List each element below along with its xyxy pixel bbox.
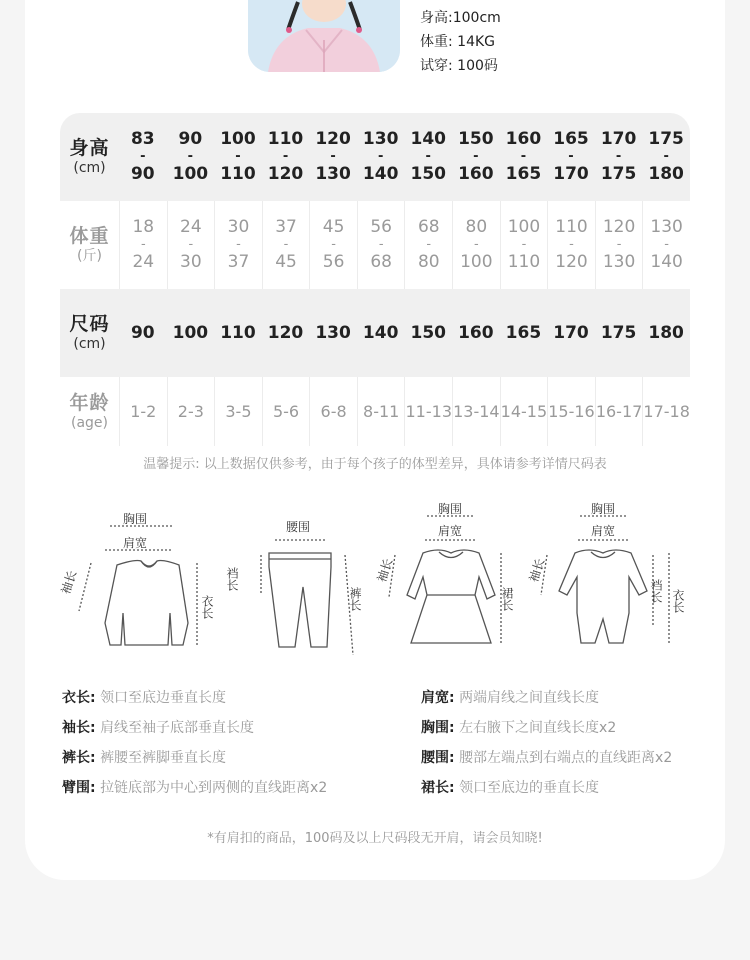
model-weight: 体重: 14KG — [420, 34, 496, 50]
table-cell-height — [404, 113, 452, 201]
legend-item — [62, 683, 327, 713]
range-dash: - — [569, 237, 574, 252]
table-cell-weight — [119, 201, 167, 289]
range-dash: - — [664, 237, 669, 252]
table-cell-age — [547, 377, 595, 446]
cell-value: 110 — [267, 129, 304, 150]
table-cell-weight — [404, 201, 452, 289]
cell-value: 2-3 — [177, 401, 204, 421]
label-length: 衣长 — [200, 595, 214, 619]
table-cell-size — [357, 289, 405, 377]
legend-term: 胸围: — [421, 720, 455, 736]
top-diagram — [58, 511, 214, 647]
table-cell-age — [214, 377, 262, 446]
legend-item — [62, 743, 327, 773]
cell-value: 110 — [507, 252, 541, 272]
cell-value: 56 — [322, 252, 345, 272]
legend-term: 裙长: — [421, 780, 455, 796]
cell-value: 1-2 — [130, 401, 157, 421]
range-dash: - — [426, 237, 432, 252]
legend-desc: 裤腰至裤脚垂直长度 — [100, 750, 227, 766]
cell-value: 68 — [417, 217, 440, 238]
cell-value: 100 — [172, 322, 209, 343]
table-cell-weight — [547, 201, 595, 289]
range-dash: - — [282, 149, 289, 164]
cell-value: 30 — [227, 217, 250, 238]
table-cell-size — [642, 289, 690, 377]
legend-term: 衣长: — [62, 690, 96, 706]
measurement-legend-right — [421, 683, 672, 803]
row-label: 身高 — [69, 137, 110, 160]
table-cell-size — [404, 289, 452, 377]
cell-value: 30 — [180, 252, 202, 272]
table-cell-size — [119, 289, 167, 377]
cell-value: 37 — [227, 252, 250, 272]
range-dash: - — [187, 149, 194, 164]
table-cell-weight — [167, 201, 215, 289]
range-dash: - — [663, 149, 669, 164]
range-dash: - — [235, 149, 241, 164]
table-cell-age — [642, 377, 690, 446]
cell-value: 140 — [362, 322, 399, 343]
cell-value: 140 — [650, 252, 683, 272]
cell-value: 130 — [362, 129, 399, 150]
cell-value: 140 — [410, 129, 446, 150]
label-shoulder: 肩宽 — [123, 536, 148, 550]
range-dash: - — [331, 237, 336, 252]
range-dash: - — [616, 237, 622, 252]
cell-value: 8-11 — [363, 401, 400, 421]
cell-value: 90 — [178, 129, 203, 150]
cell-value: 130 — [315, 322, 351, 343]
cell-value: 68 — [370, 252, 392, 272]
range-dash: - — [377, 149, 384, 164]
cell-value: 140 — [362, 164, 399, 184]
cell-value: 14-15 — [500, 401, 548, 421]
table-cell-weight — [452, 201, 500, 289]
cell-value: 24 — [132, 252, 155, 272]
cell-value: 45 — [322, 217, 345, 238]
range-dash: - — [236, 237, 241, 252]
cell-value: 90 — [130, 322, 155, 343]
range-dash: - — [378, 237, 384, 252]
cell-value: 160 — [458, 164, 494, 184]
row-unit: (cm) — [73, 336, 106, 352]
table-cell-weight — [595, 201, 643, 289]
table-cell-size — [452, 289, 500, 377]
row-cells — [119, 289, 690, 377]
table-cell-age — [357, 377, 405, 446]
cell-value: 17-18 — [643, 401, 690, 421]
cell-value: 18 — [132, 217, 155, 238]
table-cell-weight — [500, 201, 548, 289]
table-cell-weight — [262, 201, 310, 289]
model-height: 身高:100cm — [420, 10, 501, 26]
table-row-height — [60, 113, 690, 201]
cell-value: 165 — [505, 164, 542, 184]
cell-value: 15-16 — [548, 401, 595, 421]
table-cell-height — [167, 113, 215, 201]
row-header-height — [60, 113, 119, 201]
legend-item — [421, 713, 672, 743]
table-cell-height — [262, 113, 310, 201]
table-cell-size — [214, 289, 262, 377]
cell-value: 37 — [275, 217, 297, 238]
table-cell-age — [262, 377, 310, 446]
cell-value: 80 — [465, 217, 488, 238]
label-romper-chest: 胸围 — [591, 502, 616, 516]
legend-term: 袖长: — [62, 720, 96, 736]
row-cells — [119, 201, 690, 289]
table-row-weight — [60, 201, 690, 289]
legend-term: 裤长: — [62, 750, 96, 766]
cell-value: 180 — [648, 164, 684, 184]
dress-diagram — [374, 501, 514, 643]
model-info — [420, 6, 501, 78]
cell-value: 110 — [220, 322, 256, 343]
garment-measurement-diagrams — [55, 495, 705, 670]
table-cell-weight — [357, 201, 405, 289]
legend-desc: 拉链底部为中心到两侧的直线距离x2 — [100, 780, 328, 796]
cell-value: 165 — [553, 129, 589, 150]
range-dash: - — [330, 149, 336, 164]
row-cells — [119, 113, 690, 201]
table-cell-size — [500, 289, 548, 377]
legend-term: 臂围: — [62, 780, 96, 796]
range-dash: - — [568, 149, 574, 164]
cell-value: 45 — [275, 252, 297, 272]
cell-value: 160 — [458, 322, 494, 343]
table-row-age — [60, 377, 690, 446]
table-cell-weight — [309, 201, 357, 289]
table-cell-size — [262, 289, 310, 377]
table-row-size — [60, 289, 690, 377]
legend-item — [62, 713, 327, 743]
range-dash: - — [140, 149, 146, 164]
range-dash: - — [188, 237, 194, 252]
cell-value: 160 — [505, 129, 542, 150]
cell-value: 130 — [650, 217, 683, 238]
table-cell-height — [119, 113, 167, 201]
legend-desc: 肩线至袖子底部垂直长度 — [100, 720, 255, 736]
range-dash: - — [521, 237, 527, 252]
table-cell-size — [167, 289, 215, 377]
range-dash: - — [140, 237, 146, 252]
row-header-weight — [60, 201, 119, 289]
cell-value: 56 — [370, 217, 392, 238]
table-cell-age — [500, 377, 548, 446]
legend-item — [421, 773, 672, 803]
label-sleeve: 袖长 — [58, 568, 80, 596]
cell-value: 150 — [410, 322, 446, 343]
label-dress-length: 裙长 — [500, 587, 514, 611]
cell-value: 170 — [553, 164, 589, 184]
cell-value: 165 — [505, 322, 542, 343]
table-cell-age — [167, 377, 215, 446]
cell-value: 11-13 — [405, 401, 452, 421]
table-cell-age — [119, 377, 167, 446]
table-cell-height — [309, 113, 357, 201]
cell-value: 13-14 — [453, 401, 500, 421]
cell-value: 24 — [180, 217, 202, 238]
legend-desc: 领口至底边的垂直长度 — [459, 780, 600, 796]
model-try-on-size: 试穿: 100码 — [420, 58, 498, 74]
row-header-age — [60, 377, 119, 446]
cell-value: 90 — [130, 164, 155, 184]
table-cell-age — [309, 377, 357, 446]
table-cell-weight — [214, 201, 262, 289]
cell-value: 100 — [220, 129, 256, 150]
row-unit: (cm) — [73, 160, 106, 176]
pants-diagram — [225, 520, 362, 655]
cell-value: 150 — [458, 129, 494, 150]
label-romper-shoulder: 肩宽 — [591, 524, 616, 538]
row-unit: (斤) — [77, 248, 102, 264]
row-cells — [119, 377, 690, 446]
legend-item — [421, 743, 672, 773]
legend-desc: 左右腋下之间直线长度x2 — [459, 720, 617, 736]
cell-value: 120 — [555, 252, 588, 272]
label-romper-rise: 裆长 — [649, 579, 663, 603]
legend-desc: 两端肩线之间直线长度 — [459, 690, 600, 706]
cell-value: 120 — [602, 217, 636, 238]
cell-value: 16-17 — [595, 401, 643, 421]
row-label: 尺码 — [69, 313, 110, 336]
table-cell-height — [595, 113, 643, 201]
table-cell-size — [547, 289, 595, 377]
cell-value: 120 — [267, 322, 304, 343]
cell-value: 175 — [600, 322, 637, 343]
table-cell-size — [595, 289, 643, 377]
table-cell-age — [595, 377, 643, 446]
table-cell-age — [404, 377, 452, 446]
cell-value: 110 — [220, 164, 256, 184]
label-chest: 胸围 — [123, 512, 148, 526]
table-cell-height — [500, 113, 548, 201]
label-pants-length: 裤长 — [348, 587, 362, 611]
table-cell-age — [452, 377, 500, 446]
cell-value: 130 — [315, 164, 351, 184]
cell-value: 150 — [410, 164, 446, 184]
measurement-legend-left — [62, 683, 327, 803]
cell-value: 83 — [130, 129, 155, 150]
table-cell-size — [309, 289, 357, 377]
cell-value: 6-8 — [320, 401, 347, 421]
range-dash: - — [473, 237, 479, 252]
label-dress-shoulder: 肩宽 — [438, 524, 463, 538]
model-photo — [248, 0, 400, 72]
size-table — [60, 113, 690, 446]
cell-value: 3-5 — [225, 401, 252, 421]
table-cell-height — [547, 113, 595, 201]
legend-term: 肩宽: — [421, 690, 455, 706]
legend-desc: 领口至底边垂直长度 — [100, 690, 227, 706]
table-cell-height — [452, 113, 500, 201]
cell-value: 5-6 — [272, 401, 300, 421]
legend-desc: 腰部左端点到右端点的直线距离x2 — [459, 750, 673, 766]
cell-value: 175 — [648, 129, 684, 150]
label-romper-length: 衣长 — [671, 589, 685, 613]
range-dash: - — [283, 237, 289, 252]
cell-value: 110 — [555, 217, 588, 238]
range-dash: - — [615, 149, 622, 164]
range-dash: - — [520, 149, 527, 164]
cell-value: 170 — [553, 322, 589, 343]
cell-value: 170 — [600, 129, 637, 150]
row-unit: (age) — [70, 414, 108, 431]
cell-value: 120 — [267, 164, 304, 184]
cell-value: 80 — [417, 252, 440, 272]
cell-value: 175 — [600, 164, 637, 184]
table-cell-height — [357, 113, 405, 201]
cell-value: 100 — [172, 164, 209, 184]
label-dress-sleeve: 袖长 — [374, 556, 396, 584]
table-cell-height — [214, 113, 262, 201]
cell-value: 100 — [460, 252, 493, 272]
label-dress-chest: 胸围 — [438, 502, 463, 516]
row-header-size — [60, 289, 119, 377]
romper-diagram — [526, 501, 685, 645]
legend-item — [62, 773, 327, 803]
table-cell-height — [642, 113, 690, 201]
table-cell-weight — [642, 201, 690, 289]
legend-item — [421, 683, 672, 713]
legend-term: 腰围: — [421, 750, 455, 766]
label-waist: 腰围 — [286, 520, 311, 534]
cell-value: 120 — [315, 129, 351, 150]
model-illustration — [248, 0, 400, 72]
cell-value: 130 — [602, 252, 636, 272]
size-tip: 温馨提示: 以上数据仅供参考，由于每个孩子的体型差异，具体请参考详情尺码表 — [143, 457, 607, 472]
row-label: 年龄 — [69, 391, 110, 414]
range-dash: - — [425, 149, 431, 164]
label-rise: 裆长 — [225, 567, 239, 591]
footnote: *有肩扣的商品，100码及以上尺码段无开肩，请会员知晓! — [207, 831, 543, 846]
cell-value: 180 — [648, 322, 684, 343]
cell-value: 100 — [507, 217, 541, 238]
row-label: 体重 — [69, 225, 110, 248]
label-romper-sleeve: 袖长 — [526, 556, 548, 584]
range-dash: - — [473, 149, 479, 164]
